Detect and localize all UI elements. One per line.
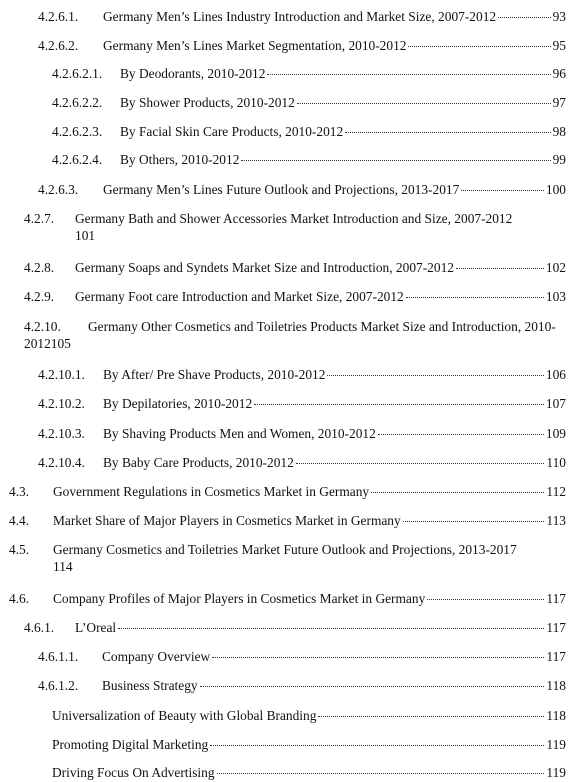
toc-entry[interactable] <box>52 94 566 111</box>
toc-entry-page: 119 <box>546 765 566 780</box>
toc-entry-page: 112 <box>546 484 566 499</box>
toc-entry[interactable] <box>9 590 566 607</box>
toc-entry-title: L’Oreal <box>75 620 117 635</box>
toc-entry-page: 118 <box>546 708 566 723</box>
toc-entry[interactable] <box>38 37 566 54</box>
toc-entry[interactable] <box>24 259 566 276</box>
toc-entry-title: By After/ Pre Shave Products, 2010-2012 <box>103 367 326 382</box>
toc-entry-number: 4.6.1. <box>24 620 55 635</box>
toc-entry[interactable] <box>38 454 566 471</box>
dot-leader <box>217 773 545 774</box>
toc-entry-number: 4.2.6.1. <box>38 9 79 24</box>
toc-entry-title: Government Regulations in Cosmetics Market in Germany <box>53 484 370 499</box>
toc-entry[interactable] <box>38 8 566 25</box>
toc-entry-number: 4.2.10.4. <box>38 455 85 470</box>
toc-entry[interactable] <box>24 619 566 636</box>
toc-entry-title: By Depilatories, 2010-2012 <box>103 396 253 411</box>
toc-entry-number: 4.2.6.2.4. <box>52 152 103 167</box>
toc-entry-number: 4.2.6.3. <box>38 182 79 197</box>
toc-entry-number: 4.5. <box>9 542 30 557</box>
dot-leader <box>461 190 544 191</box>
toc-entry-number: 4.2.10.3. <box>38 426 85 441</box>
toc-entry[interactable] <box>9 512 566 529</box>
toc-entry-title: By Shaving Products Men and Women, 2010-2012 <box>103 426 376 441</box>
toc-entry-title: By Others, 2010-2012 <box>120 152 240 167</box>
toc-entry-page: 118 <box>546 678 566 693</box>
toc-entry-title: By Shower Products, 2010-2012 <box>120 95 295 110</box>
toc-entry-title: Promoting Digital Marketing <box>52 737 209 752</box>
toc-entry-page: 103 <box>545 289 566 304</box>
toc-entry[interactable] <box>9 483 566 500</box>
toc-entry-number: 4.2.6.2.2. <box>52 95 103 110</box>
dot-leader <box>318 716 544 717</box>
toc-entry-number: 4.2.6.2. <box>38 38 79 53</box>
toc-entry-page: 98 <box>552 124 566 139</box>
dot-leader <box>427 599 544 600</box>
toc-entry[interactable] <box>38 648 566 665</box>
toc-entry-title: Germany Men’s Lines Industry Introduction and Market Size, 2007-2012 <box>103 9 497 24</box>
toc-entry-page: 96 <box>552 66 566 81</box>
toc-entry-page: 107 <box>545 396 566 411</box>
toc-entry[interactable] <box>52 736 566 753</box>
dot-leader <box>378 434 544 435</box>
toc-entry-title: Germany Soaps and Syndets Market Size and Introduction, 2007-2012 <box>75 260 454 275</box>
dot-leader <box>254 404 544 405</box>
dot-leader <box>498 17 551 18</box>
toc-entry-page: 117 <box>546 649 566 664</box>
toc-entry-page: 119 <box>546 737 566 752</box>
toc-entry-line <box>9 541 569 558</box>
toc-entry-page: 93 <box>552 9 566 24</box>
toc-entry-title: By Baby Care Products, 2010-2012 <box>103 455 294 470</box>
dot-leader <box>403 521 545 522</box>
toc-entry-title: Germany Men’s Lines Future Outlook and Projections, 2013-2017 <box>103 182 460 197</box>
toc-entry-page: 114 <box>53 559 73 574</box>
toc-entry-page: 100 <box>545 182 566 197</box>
toc-entry-number: 4.3. <box>9 484 30 499</box>
toc-entry-title: Driving Focus On Advertising <box>52 765 215 780</box>
toc-entry[interactable] <box>38 181 566 198</box>
dot-leader <box>408 46 550 47</box>
toc-entry-page: 101 <box>75 228 96 243</box>
toc-entry[interactable] <box>52 707 566 724</box>
dot-leader <box>212 657 544 658</box>
toc-entry-title: Germany Other Cosmetics and Toiletries Products Market Size and Introduction, 2010-2012 <box>24 319 556 351</box>
toc-entry-number: 4.2.7. <box>24 211 55 226</box>
toc-entry-number: 4.2.10.2. <box>38 396 85 411</box>
toc-entry-title: By Facial Skin Care Products, 2010-2012 <box>120 124 344 139</box>
toc-entry[interactable] <box>52 65 566 82</box>
toc-entry-title: Germany Bath and Shower Accessories Market Introduction and Size, 2007-2012 <box>75 211 513 226</box>
dot-leader <box>327 375 543 376</box>
dot-leader <box>241 160 550 161</box>
toc-entry-number: 4.4. <box>9 513 30 528</box>
toc-entry-page: 95 <box>552 38 566 53</box>
toc-entry[interactable] <box>52 123 566 140</box>
toc-entry[interactable] <box>38 366 566 383</box>
dot-leader <box>200 686 545 687</box>
toc-entry-page: 105 <box>50 336 71 351</box>
toc-entry-line <box>24 210 566 227</box>
dot-leader <box>210 745 544 746</box>
toc-entry-number: 4.2.9. <box>24 289 55 304</box>
toc-entry-title: Company Overview <box>102 649 211 664</box>
toc-entry-number: 4.6. <box>9 591 30 606</box>
toc-entry-number: 4.6.1.1. <box>38 649 79 664</box>
dot-leader <box>456 268 544 269</box>
toc-entry-title: Universalization of Beauty with Global Branding <box>52 708 317 723</box>
toc-entry-title: Business Strategy <box>102 678 198 693</box>
dot-leader <box>296 463 545 464</box>
toc-entry-page: 106 <box>545 367 566 382</box>
toc-entry-page: 102 <box>545 260 566 275</box>
dot-leader <box>118 628 544 629</box>
toc-entry[interactable] <box>38 425 566 442</box>
toc-entry[interactable] <box>24 318 572 352</box>
toc-entry-title: Germany Cosmetics and Toiletries Market Future Outlook and Projections, 2013-2017 <box>53 542 517 557</box>
toc-entry-page: 109 <box>545 426 566 441</box>
toc-entry-number: 4.6.1.2. <box>38 678 79 693</box>
toc-entry-number: 4.2.10.1. <box>38 367 85 382</box>
dot-leader <box>267 74 550 75</box>
dot-leader <box>371 492 544 493</box>
toc-entry[interactable] <box>24 210 566 244</box>
toc-entry-page: 113 <box>546 513 566 528</box>
toc-entry-title: Germany Foot care Introduction and Market Size, 2007-2012 <box>75 289 404 304</box>
toc-entry-title: Company Profiles of Major Players in Cosmetics Market in Germany <box>53 591 426 606</box>
toc-entry-title: Germany Men’s Lines Market Segmentation, 2010-2012 <box>103 38 407 53</box>
toc-entry-title: By Deodorants, 2010-2012 <box>120 66 266 81</box>
toc-entry-number: 4.2.10. <box>24 319 61 334</box>
toc-entry-page: 117 <box>546 591 566 606</box>
toc-entry[interactable] <box>52 764 566 781</box>
toc-entry-page: 117 <box>546 620 566 635</box>
dot-leader <box>406 297 544 298</box>
toc-entry-number: 4.2.6.2.1. <box>52 66 103 81</box>
toc-entry-page: 110 <box>546 455 566 470</box>
dot-leader <box>345 132 550 133</box>
dot-leader <box>297 103 551 104</box>
toc-entry-number: 4.2.6.2.3. <box>52 124 103 139</box>
toc-entry[interactable] <box>38 677 566 694</box>
toc-entry-page: 99 <box>552 152 566 167</box>
toc-entry[interactable] <box>9 541 569 575</box>
toc-entry[interactable] <box>24 288 566 305</box>
toc-entry-title: Market Share of Major Players in Cosmetics Market in Germany <box>53 513 401 528</box>
toc-entry-page: 97 <box>552 95 566 110</box>
toc-entry-number: 4.2.8. <box>24 260 55 275</box>
toc-entry[interactable] <box>52 151 566 168</box>
toc-entry[interactable] <box>38 395 566 412</box>
